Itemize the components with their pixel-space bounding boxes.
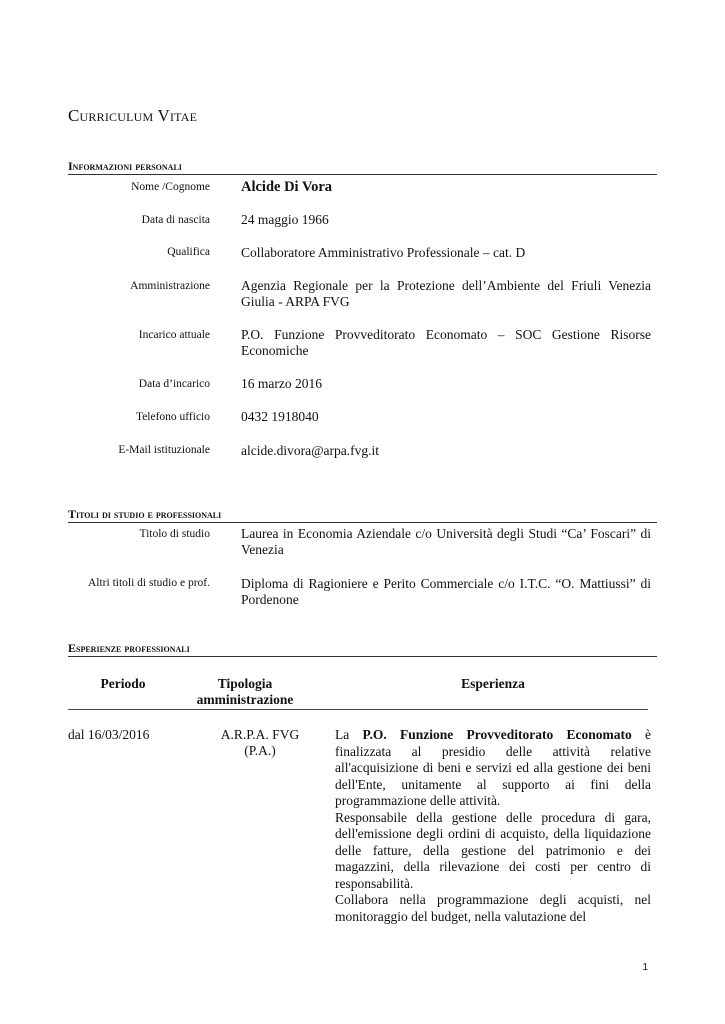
label-qualification: Qualifica [167,246,210,258]
value-qualification: Collaboratore Amministrativo Professionale – cat. D [241,245,526,260]
section-heading-experience: Esperienze professionali [68,642,657,657]
column-header-experience: Esperienza [461,676,525,691]
column-header-period: Periodo [100,676,146,691]
experience-role-name: P.O. Funzione Provveditorato Economato [362,727,632,742]
experience-intro: La P.O. Funzione Provveditorato Economato è finalizzata al presidio delle attività relative all'acquisizione di beni e servizi ed alla gestione dei beni dell'Ente, unitamente al supporto ai fini della programmazione delle attività. [335,727,651,808]
page-title: Curriculum Vitae [68,106,198,125]
page-number: 1 [642,962,648,973]
label-other-titles: Altri titoli di studio e prof. [87,577,210,589]
value-name: Alcide Di Vora [241,179,333,195]
experience-paragraph: Responsabile della gestione delle procedura di gara, dell'emissione degli ordini di acquisto, della liquidazione delle fatture, della gestione del patrimonio e dei magazzini, della rilevazione dei costi per centro di responsabilità. [335,809,651,891]
label-birth-date: Data di nascita [141,214,210,226]
experience-paragraph: Collabora nella programmazione degli acquisti, nel monitoraggio del budget, nella valutazione del [335,892,651,924]
value-current-role: P.O. Funzione Provveditorato Economato – SOC Gestione Risorse Economiche [241,327,651,358]
experience-description [335,727,651,925]
value-office-phone: 0432 1918040 [241,409,319,424]
value-email: alcide.divora@arpa.fvg.it [241,443,379,458]
label-degree: Titolo di studio [139,528,210,540]
experience-type: A.R.P.A. FVG (P.A.) [220,727,300,758]
table-header-divider [68,709,648,710]
value-administration: Agenzia Regionale per la Protezione dell’Ambiente del Friuli Venezia Giulia - ARPA FVG [241,278,651,309]
value-assignment-date: 16 marzo 2016 [241,376,322,391]
label-current-role: Incarico attuale [138,329,210,341]
column-header-type: Tipologia amministrazione [196,676,294,707]
section-heading-personal: Informazioni personali [68,160,657,175]
label-name: Nome /Cognome [131,181,210,193]
value-birth-date: 24 maggio 1966 [241,212,329,227]
value-other-titles: Diploma di Ragioniere e Perito Commerciale c/o I.T.C. “O. Mattiussi” di Pordenone [241,576,651,607]
experience-period: dal 16/03/2016 [68,727,150,742]
section-heading-studies: Titoli di studio e professionali [68,508,657,523]
value-degree: Laurea in Economia Aziendale c/o Università degli Studi “Ca’ Foscari” di Venezia [241,526,651,557]
label-administration: Amministrazione [130,280,210,292]
label-email: E-Mail istituzionale [118,444,210,456]
label-assignment-date: Data d’incarico [138,378,210,390]
label-office-phone: Telefono ufficio [135,411,210,423]
